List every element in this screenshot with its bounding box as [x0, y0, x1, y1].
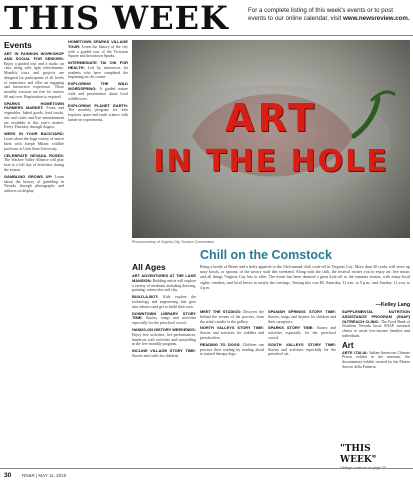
listing-entry — [68, 104, 128, 123]
listing-name: READING TO DOGS: — [200, 341, 241, 347]
listing-entry — [200, 343, 264, 357]
listing-body: Learn about the huge variety of native birds with Joseph Milani, wildlife professor at Utah State University. — [4, 137, 64, 151]
listing-entry — [4, 52, 64, 100]
listing-entry — [268, 326, 336, 340]
listing-entry — [200, 310, 264, 324]
listing-name: SUPPLEMENTAL NUTRITION ASSISTANCE PROGRAM (SNAP) OUTREACH CLINIC: — [342, 310, 410, 324]
listing-body: Budding artists will explore a variety of mediums including drawing, painting, watercolor and clay. — [132, 278, 196, 293]
listing-body: A guided nature walk and presentation about local wildflowers. — [68, 87, 128, 101]
listing-body: Learn about the history of gambling in Nevada through photographs and artifacts on display. — [4, 174, 64, 193]
listing-entry — [132, 312, 196, 326]
listing-entry — [132, 349, 196, 359]
listing-name: BUILD-A-BOT: — [132, 294, 159, 300]
listing-body: The monthly program for kids explores space and earth science with hands-on experiments. — [68, 108, 128, 122]
listing-body: Learn the history of the city with a guided tour of the Victorian Square and downtown Sparks. — [68, 44, 128, 59]
listing-name: EXPLORING PLANET EARTH: — [68, 102, 128, 108]
hero-image — [132, 40, 410, 238]
listing-body: Enjoy free activities, live performances, hands-on craft activities and storytelling in the free monthly program. — [132, 332, 196, 347]
listing-entry — [4, 102, 64, 131]
listing-entry — [132, 328, 196, 347]
listing-entry — [132, 274, 196, 293]
listing-name: HANDS-ON HISTORY WEEKENDS: — [132, 327, 196, 333]
listing-entry — [68, 82, 128, 101]
listing-body: Stories, songs and rhymes for children and their caregivers. — [268, 314, 336, 324]
events-column — [4, 40, 64, 453]
listing-body: Children can practice their reading by reading aloud to trained therapy dogs. — [200, 342, 264, 357]
listing-body: Discover the behind the scenes of the process, from the artist's studio to the gallery. — [200, 310, 264, 324]
section-title: THIS WEEK — [4, 0, 229, 37]
listing-body: Stories, songs and activities especially for the preschool crowd. — [132, 316, 196, 326]
promo-subtext: Listings continue on page 33 — [340, 466, 386, 470]
listing-entry — [4, 132, 64, 151]
publication-line: RN&R | MAY 11, 2019 — [22, 473, 67, 478]
listing-name: SPARKS HOMETOWN FARMERS MARKET: — [4, 100, 64, 111]
tagline-link[interactable]: www.newsreview.com. — [342, 14, 410, 22]
listing-name: EXPLORING THE WILD WORDSPRING: — [68, 81, 128, 92]
listings-column-5 — [268, 310, 336, 453]
listing-entry — [68, 61, 128, 80]
feature-body: Bring a bottle of Reese and a hefty appetite to the 53rd annual chili cook-off in Virginia City. More than 30 cooks will serve up tasty bowls, or spoons, of the savory stuff this weekend. Along with the chili, the festival invites you to enjoy art, live music and all things Virginia City has to offer. The event has been deemed a great kick-off to the summer season, with many local sights, vendors, and local brews to satisfy the cravings. Tasting kits cost $5. Saturday, 11 a.m. to 5 p.m., and Sunday, 11 a.m. to 4 p.m. — [200, 264, 410, 290]
feature-byline: —Kelley Lang — [375, 302, 410, 308]
art-heading: Art — [342, 340, 354, 350]
listing-body: Stories and activities for toddlers and preschoolers. — [200, 331, 264, 340]
listing-body: Enjoy a guided tour and a studio art class along with light refreshments. Monthly tours and projects are designed for participants of all levels of experience and offer an engaging and interactive experience. These monthly sessions are free for seniors 60 and over. Registration is required. — [4, 61, 64, 99]
events-column-2 — [68, 40, 128, 453]
all-ages-heading: All Ages — [132, 262, 166, 272]
listings-column-4 — [200, 310, 264, 453]
hero-headline-bottom: IN THE HOLE — [153, 144, 389, 179]
listing-entry — [268, 343, 336, 357]
all-ages-column — [132, 274, 196, 453]
listing-name: SPARKS STORY TIME: — [268, 325, 314, 331]
listing-name: INTERMEDIATE TAI CHI FOR HEALTH: — [68, 60, 128, 70]
hero-headline-top: ART — [225, 96, 317, 140]
listing-name: GAMBLING GROWS UP: — [4, 173, 53, 179]
listing-name: DOWNTOWN LIBRARY STORY TIME: — [132, 310, 196, 321]
listing-name: CELEBRATE NEVADA ROSES: — [4, 152, 64, 158]
listing-name: WEEK IN YOUR BACKYARD: — [4, 131, 64, 137]
listing-entry — [342, 310, 410, 339]
listing-name: SPANISH SPRINGS STORY TIME: — [268, 310, 336, 314]
feature-title: Chill on the Comstock — [200, 248, 332, 262]
header-tagline — [248, 7, 410, 22]
events-heading: Events — [4, 40, 32, 50]
listing-entry — [200, 326, 264, 340]
listing-body: Led by instructors for students who have completed the beginning tai chi course. — [68, 65, 128, 80]
listing-entry — [68, 40, 128, 59]
listing-name: ART ADVENTURES AT THE LAKE MANSION: — [132, 274, 196, 283]
listing-name: NORTH VALLEYS STORY TIME: — [200, 325, 264, 331]
tagline-text: For a complete listing of this week's events or to post events to our online calendar, visit — [248, 7, 393, 22]
listing-body: Stories and activities especially for the preschool set. — [268, 347, 336, 357]
continued-promo — [340, 444, 410, 470]
promo-heading: "THIS WEEK" — [340, 444, 377, 465]
listing-body: Italian-American Chinese Prison exhibit in the museum, the documentary exhibit curated by the Museo Storico della Fanteria. — [342, 350, 410, 369]
listing-name: SOUTH VALLEYS STORY TIME: — [268, 341, 336, 347]
listing-body: Stories and crafts for children. — [132, 354, 180, 358]
page-footer — [0, 468, 413, 480]
listing-body: Stories and activities especially for the preschool crowd. — [268, 326, 336, 340]
listing-body: Fruits and vegetables, baked goods, food trucks, arts and crafts and live entertainment are available at this year's market. Every Thursday through August. — [4, 106, 64, 130]
listing-entry — [4, 154, 64, 173]
listing-entry — [132, 295, 196, 309]
section-header — [0, 0, 413, 36]
listing-name: ARTE ITALIA: — [342, 349, 368, 355]
listing-entry — [268, 310, 336, 324]
listing-body: Kids explore the technology and engineering that goes into robotics and get to build their own. — [132, 295, 196, 309]
listing-entry — [342, 351, 410, 370]
photo-caption: Photo/courtesy of Virginia City Tourism Commission — [132, 240, 215, 244]
listing-body: The Food Bank of Northern Nevada hosts SNAP outreach clinics to assist low-income families and individuals. — [342, 319, 410, 338]
listing-entry — [4, 175, 64, 194]
listing-name: INCLINE VILLAGE STORY TIME: — [132, 348, 196, 354]
listing-name: HOMETOWN SPARKS VILLAGE TOUR: — [68, 40, 128, 49]
listing-name: ART IN FASHION WORKSHOP AND SOCIAL FOR SENIORS: — [4, 51, 64, 61]
listing-name: MEET THE STUDIOS: — [200, 310, 242, 314]
listing-body: The Washoe Valley Alliance will play host to a full day of festivities during the season. — [4, 158, 64, 172]
page-number: 30 — [4, 472, 12, 479]
listings-column-6 — [342, 310, 410, 460]
